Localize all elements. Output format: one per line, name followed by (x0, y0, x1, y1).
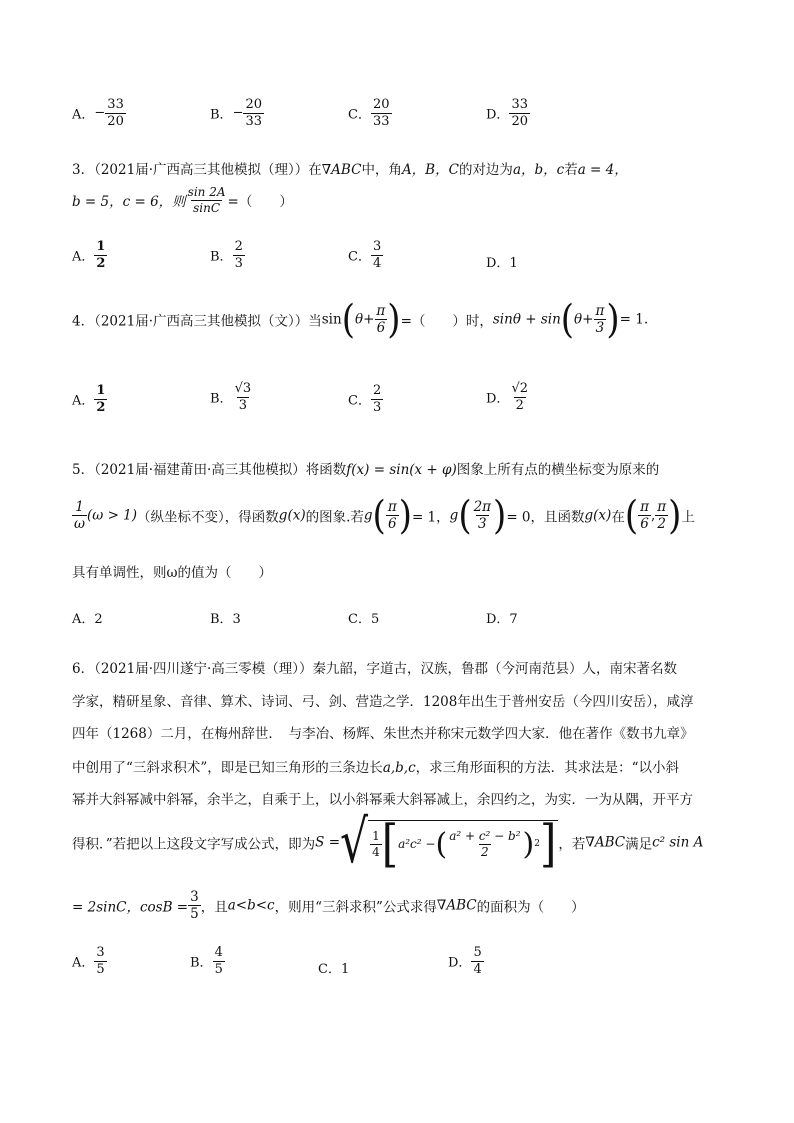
numerator: π (657, 499, 667, 515)
fraction (94, 384, 107, 414)
numerator: 2 (234, 239, 243, 254)
text: （纵坐标不变），得函数 (137, 509, 279, 526)
left-paren: ( (341, 296, 355, 343)
denominator: 5 (214, 961, 223, 977)
q6-line7 (72, 890, 585, 921)
left-paren: ( (560, 296, 575, 343)
sides: a，b，c (512, 162, 565, 178)
fraction-sin2a-over-sinc (186, 186, 228, 214)
option-label: D． (486, 107, 510, 123)
text: ，求三角形面积的方法．其求法是：“以小斜 (415, 760, 680, 776)
option-label: D． (486, 256, 510, 271)
fraction (371, 384, 383, 414)
option-label: C． (348, 393, 371, 409)
denominator: sinC (193, 200, 221, 215)
option-label: B． (210, 391, 233, 407)
c2-sin-a: c² sin A (652, 834, 704, 851)
text: 若 (564, 162, 578, 178)
option-label: A． (72, 393, 95, 409)
fraction-pi-over-6 (386, 500, 399, 531)
q4-option-c (348, 384, 383, 414)
option-label: A． (72, 107, 95, 123)
right-paren: ) (668, 492, 682, 539)
text: = 1. (619, 311, 649, 328)
fraction (371, 98, 392, 128)
q2-option-b (210, 98, 264, 128)
squared: 2 (534, 839, 540, 849)
text: 图象上所有点的横坐标变为原来的 (456, 462, 660, 478)
numerator: 3 (190, 889, 199, 905)
sin-sum: sinθ + sin (492, 311, 561, 328)
q6-line4 (72, 756, 679, 776)
fraction-pi-over-6 (374, 304, 387, 335)
text: 6．（2021届·四川遂宁·高三零模（理））秦九韶，字道古，汉族，鲁郡（今河南范县）人，南宋著名数 (72, 661, 678, 677)
q3-prefix: 3．（2021届·广西高三其他模拟（理））在 (72, 162, 322, 178)
option-label: B． (190, 955, 213, 971)
numerator: 33 (511, 97, 528, 112)
a-value: a = 4， (577, 162, 628, 178)
text: 中创用了“三斜求积术”，即是已知三角形的三条边长 (72, 760, 383, 776)
text: =（ ）时， (400, 313, 493, 330)
denominator: 2 (657, 516, 666, 533)
comma: , (650, 507, 656, 524)
option-text: C．5 (348, 612, 380, 627)
option-label: A． (72, 955, 95, 971)
sqrt-body (368, 814, 558, 873)
option-label: A． (72, 249, 95, 265)
triangle-symbol: ∇ABC (321, 162, 362, 178)
sides: a,b,c (382, 760, 416, 776)
q6-line1 (72, 657, 677, 677)
theta-plus: θ+ (574, 311, 594, 328)
q5-option-a (72, 608, 103, 627)
q4-stem (72, 296, 649, 343)
numerator: 3 (372, 239, 382, 254)
denominator: 2 (96, 255, 106, 271)
angles: A，B，C (401, 162, 459, 178)
numerator: 33 (107, 97, 124, 112)
text: ，则用“三斜求积”公式求得 (274, 899, 437, 916)
text: 具有单调性，则ω的值为（ ） (72, 565, 273, 581)
fraction (233, 382, 254, 412)
left-bracket: [ (381, 814, 399, 873)
numerator: 2 (372, 383, 382, 398)
s-equals: S = (315, 834, 341, 851)
triangle-symbol: ∇ABC (436, 897, 477, 914)
triangle-symbol: ∇ABC (585, 834, 626, 851)
denominator: 2 (481, 844, 489, 859)
option-text: A．2 (72, 612, 103, 627)
fraction (509, 382, 530, 412)
fraction-1-over-4 (370, 830, 382, 858)
denominator: 3 (478, 516, 487, 533)
q6-line3 (72, 722, 694, 742)
fraction (471, 946, 483, 976)
q5-option-d (486, 608, 518, 627)
fraction (509, 98, 530, 128)
minus-sign: − (232, 105, 244, 121)
numerator: 20 (245, 97, 263, 112)
fraction-inner (447, 830, 522, 858)
left-paren: ( (624, 492, 639, 539)
denominator: 20 (511, 113, 528, 129)
denominator: 5 (96, 961, 105, 977)
fraction-1-over-omega (72, 500, 87, 531)
q4-prefix: 4．（2021届·广西高三其他模拟（文））当 (72, 313, 322, 330)
numerator: π (387, 499, 397, 515)
option-value: 1 (340, 962, 350, 977)
denominator: 6 (376, 320, 386, 337)
text: ，且 (200, 899, 228, 916)
denominator: 33 (245, 113, 263, 129)
a2c2-term: a²c² − (398, 837, 436, 851)
fraction (213, 946, 225, 976)
q5-line3 (72, 561, 272, 581)
text: 满足 (625, 836, 653, 853)
minus-sign: − (94, 105, 106, 121)
numerator: 20 (372, 97, 390, 112)
denominator: 3 (234, 255, 243, 271)
q2-option-a (72, 98, 126, 128)
text: 学家，精研星象、音律、算术、诗词、弓、剑、营造之学．1208年出生于普州安岳（今四川安岳），咸淳 (72, 694, 694, 710)
denominator: 3 (238, 397, 247, 413)
q5-line1 (72, 458, 659, 478)
left-paren: ( (435, 826, 448, 862)
text: 在 (611, 509, 625, 526)
numerator: √2 (511, 381, 528, 396)
numerator: 4 (214, 945, 223, 960)
numerator: 5 (473, 945, 482, 960)
text: 的对边为 (458, 162, 513, 178)
text: = 1， (411, 509, 450, 526)
denominator: 5 (190, 906, 199, 923)
text: 的面积为（ ） (476, 899, 585, 916)
numerator: sin 2A (187, 185, 226, 199)
order: a<b<c (227, 897, 275, 914)
q3-option-d (486, 252, 518, 271)
right-paren: ) (493, 492, 507, 539)
fraction-2pi-over-3 (472, 500, 493, 531)
text: 上 (681, 509, 695, 526)
q3-line1 (72, 158, 628, 178)
fraction-pi-over-2 (655, 500, 668, 531)
fraction (94, 240, 107, 270)
option-label: C． (348, 107, 371, 123)
right-paren: ) (387, 296, 401, 343)
denominator: 4 (473, 961, 482, 977)
numerator: 2π (473, 499, 492, 515)
q5-prefix: 5．（2021届·福建莆田·高三其他模拟）将函数 (72, 462, 347, 478)
text: 幂并大斜幂减中斜幂，余半之，自乘于上，以小斜幂乘大斜幂减上，余四约之，为实．一为从隅，开平方 (72, 792, 693, 808)
q6-option-a (72, 946, 107, 976)
denominator: 2 (96, 399, 106, 415)
q6-line2 (72, 690, 694, 710)
text: 的图象.若 (305, 509, 364, 526)
text: 得积．”若把以上这段文字写成公式，即为 (72, 836, 316, 853)
fraction (105, 98, 126, 128)
q4-option-b (210, 382, 253, 412)
numerator: 3 (96, 945, 105, 960)
text: ，若 (558, 836, 586, 853)
q5-line2 (72, 492, 695, 539)
option-text: B．3 (210, 612, 241, 627)
right-paren: ) (606, 296, 620, 343)
q6-option-b (190, 946, 225, 976)
numerator: π (376, 303, 386, 319)
blank-parens: =（ ） (227, 194, 293, 211)
numerator: a² + c² − b² (449, 828, 521, 843)
function-g: g(x) (278, 507, 306, 524)
option-label: D． (448, 955, 472, 971)
fraction-pi-over-3 (594, 304, 607, 335)
right-bracket: ] (540, 814, 557, 873)
q5-option-b (210, 608, 241, 627)
denominator: 3 (372, 399, 382, 415)
q3-option-a (72, 240, 107, 270)
q6-option-d (448, 946, 484, 976)
left-paren: ( (372, 492, 386, 539)
values: b = 5，c = 6，则 (72, 194, 186, 211)
q3-option-c (348, 240, 383, 270)
option-value: 1 (509, 256, 518, 271)
q3-line2 (72, 186, 293, 214)
option-label: B． (210, 249, 233, 265)
option-label: C． (318, 962, 341, 977)
q2-option-d (486, 98, 530, 128)
numerator: π (640, 499, 649, 515)
fraction-3-over-5 (188, 890, 201, 921)
fraction-pi-over-6 (638, 500, 651, 531)
g: g (363, 507, 373, 524)
q6-option-c (318, 958, 349, 977)
fraction (233, 240, 245, 270)
numerator: 1 (96, 383, 106, 398)
numerator: π (595, 303, 605, 319)
theta-plus: θ+ (354, 311, 375, 328)
g: g (449, 507, 459, 524)
right-paren: ) (398, 492, 412, 539)
sin: sin (321, 311, 342, 328)
omega-condition: (ω > 1) (87, 507, 138, 524)
left-paren: ( (458, 492, 472, 539)
q5-option-c (348, 608, 379, 627)
denominator: 6 (640, 516, 649, 533)
numerator: √3 (234, 381, 252, 396)
denominator: 4 (372, 844, 380, 859)
q6-line5 (72, 788, 693, 808)
numerator: 1 (75, 499, 84, 515)
condition: = 2sinC，cosB = (72, 899, 189, 916)
denominator: 4 (372, 255, 382, 271)
fraction (371, 240, 383, 270)
q4-option-d (486, 382, 530, 412)
text: 中，角 (361, 162, 402, 178)
function-g: g(x) (584, 507, 612, 524)
denominator: 3 (595, 320, 605, 337)
option-label: B． (210, 107, 233, 123)
denominator: 20 (107, 113, 124, 129)
option-label: D． (486, 391, 510, 407)
fraction (243, 98, 264, 128)
function-f: f(x) = sin(x + φ) (346, 462, 457, 478)
denominator: 6 (387, 516, 397, 533)
option-text: D．7 (486, 612, 518, 627)
numerator: 1 (96, 239, 106, 254)
option-label: C． (348, 249, 371, 265)
text: 四年（1268）二月，在梅州辞世． 与李冶、杨辉、朱世杰并称宋元数学四大家．他在著作《数书九章》 (72, 726, 694, 742)
denominator: 2 (515, 397, 524, 413)
q4-option-a (72, 384, 107, 414)
right-paren: ) (522, 826, 535, 862)
fraction (94, 946, 106, 976)
text: = 0，且函数 (506, 509, 585, 526)
sqrt-expression (340, 807, 558, 877)
q3-option-b (210, 240, 245, 270)
sqrt-symbol: √ (340, 807, 369, 877)
denominator: ω (74, 516, 86, 533)
denominator: 33 (372, 113, 390, 129)
q6-line6 (72, 807, 704, 877)
numerator: 1 (372, 828, 380, 843)
q2-option-c (348, 98, 392, 128)
